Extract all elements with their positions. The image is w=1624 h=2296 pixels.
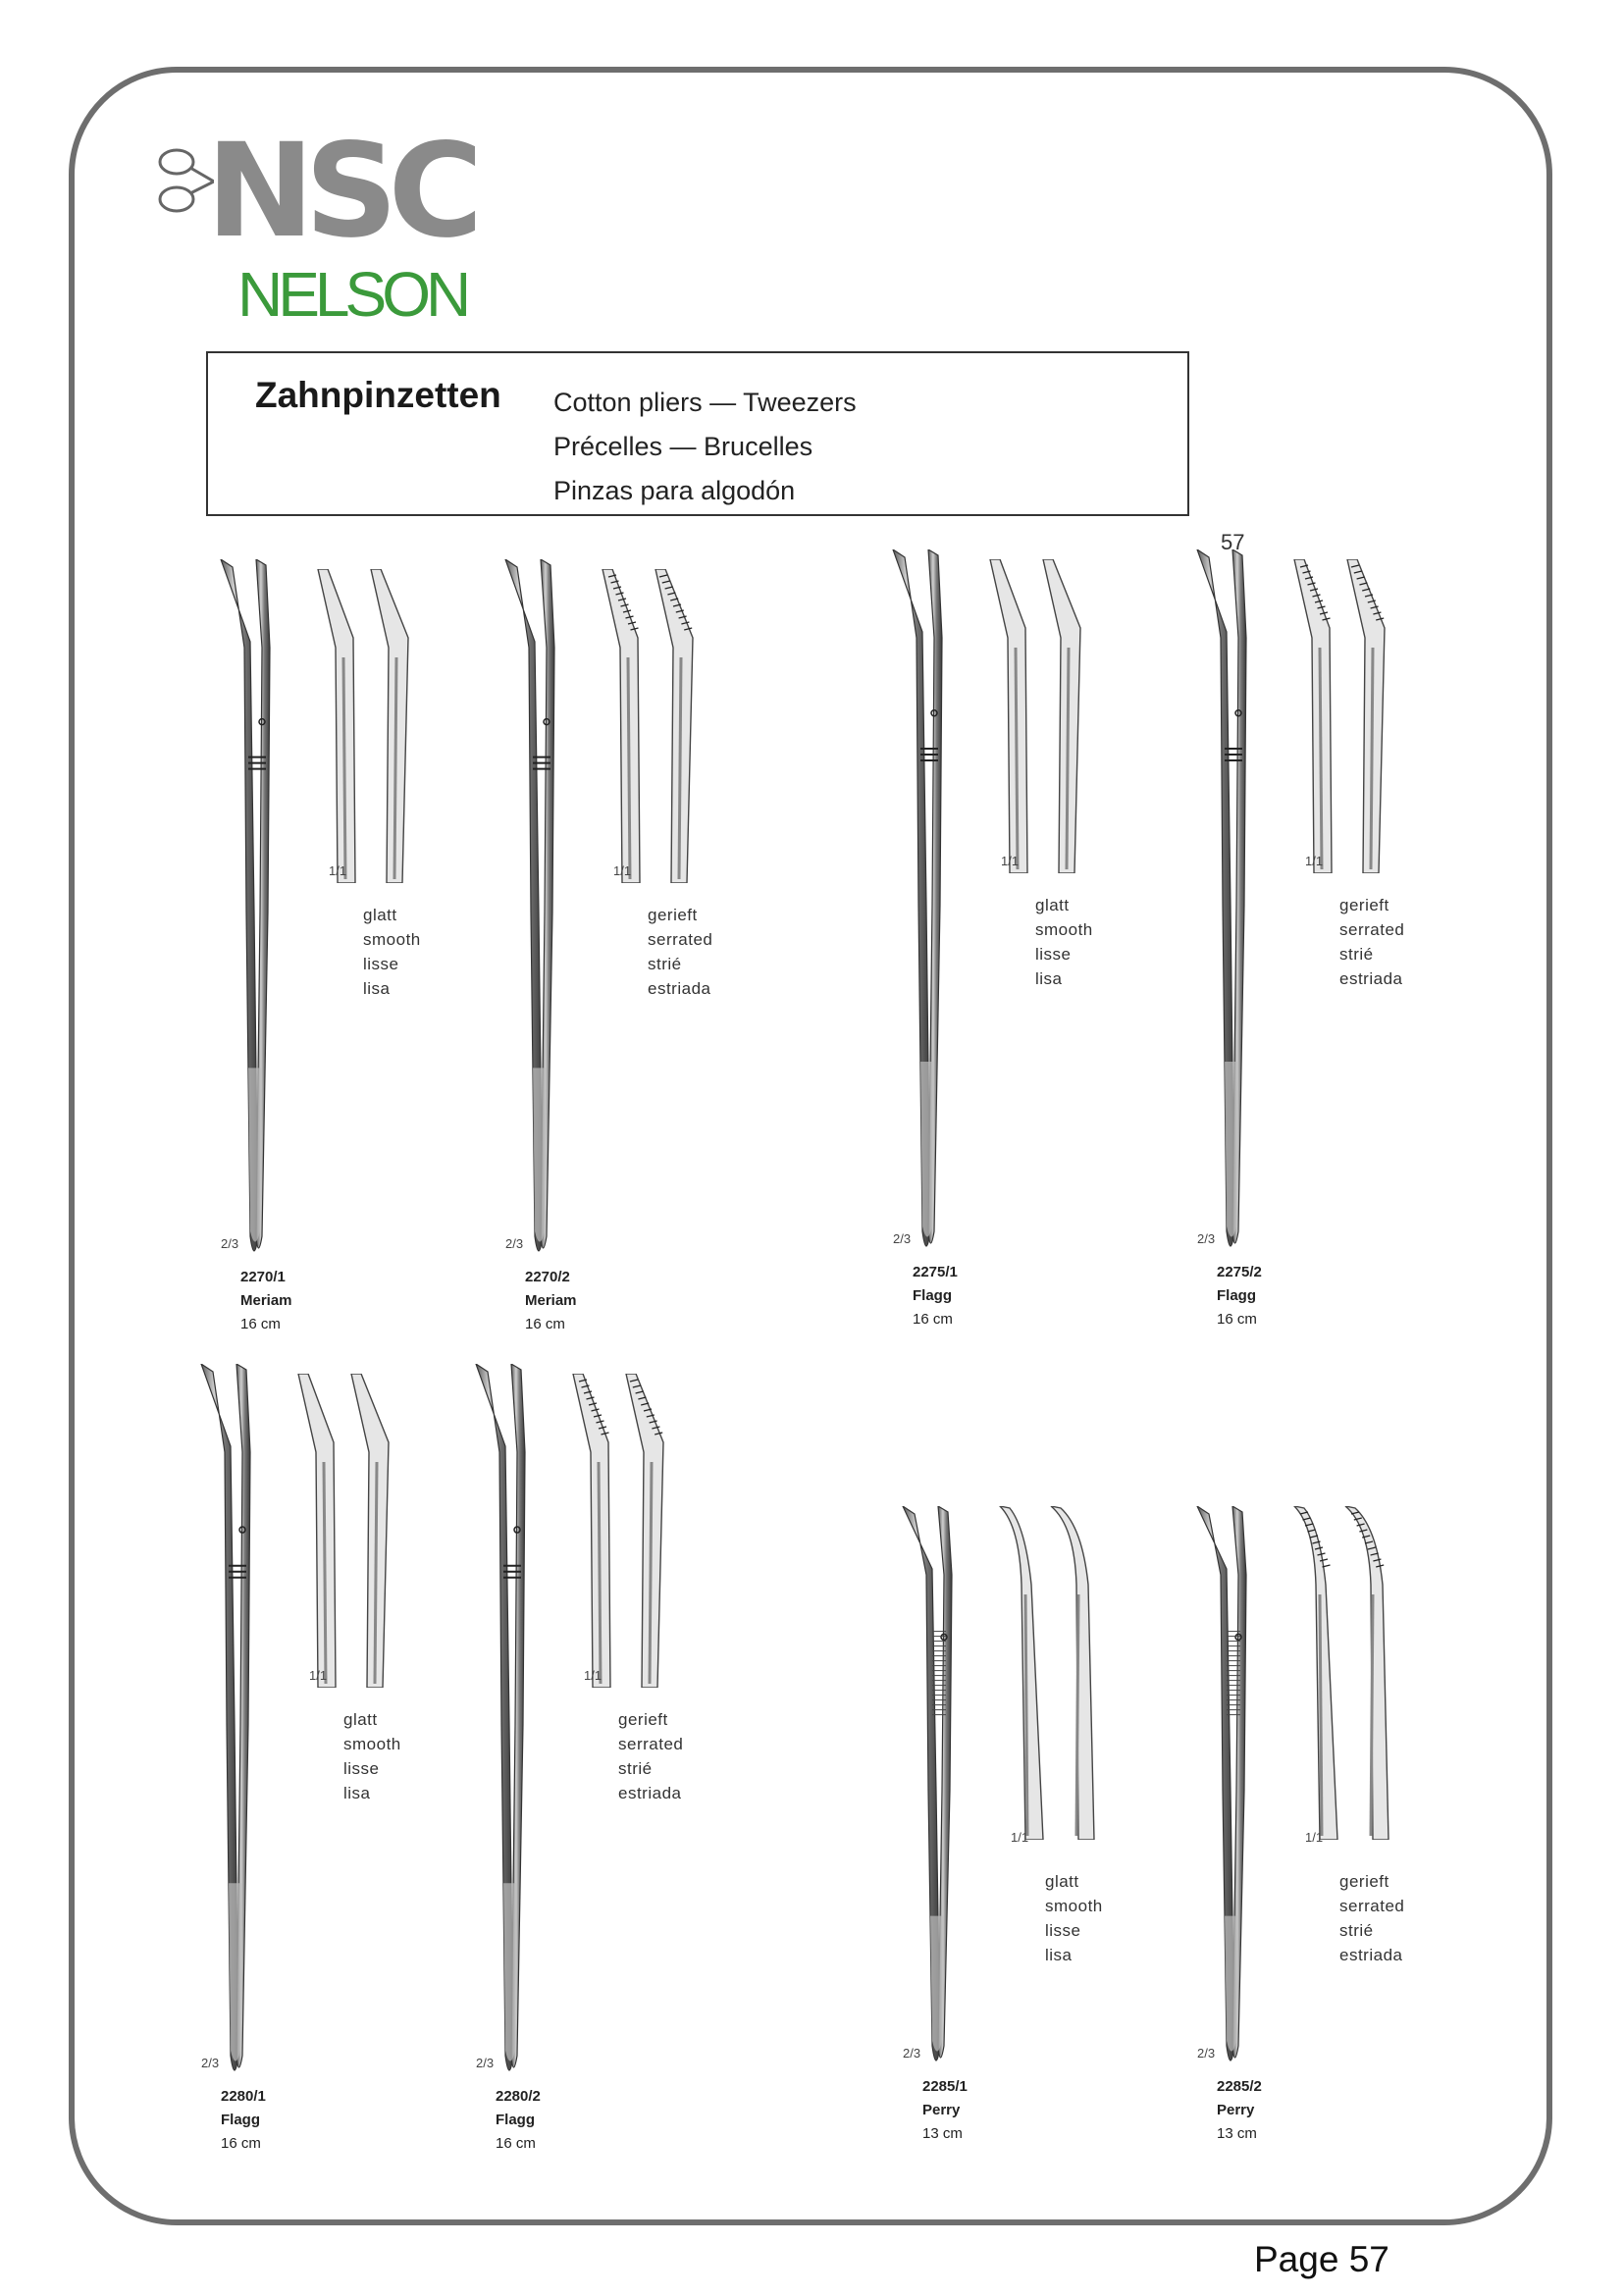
product-code-block xyxy=(913,1261,958,1331)
title-box xyxy=(206,351,1189,516)
detail-scale-label: 1/1 xyxy=(613,863,632,878)
product-code-block xyxy=(221,2085,266,2156)
product-length: 13 cm xyxy=(922,2125,963,2142)
finish-label-2: strié xyxy=(1339,1921,1374,1940)
tweezers-tip-detail-image xyxy=(569,1374,677,1688)
product-code: 2285/1 xyxy=(922,2078,968,2095)
product-code: 2280/2 xyxy=(496,2088,541,2105)
product-code-block xyxy=(496,2085,541,2156)
product-code-block xyxy=(922,2075,968,2146)
finish-label-3: estriada xyxy=(1339,969,1403,988)
product-name: Meriam xyxy=(525,1292,577,1309)
product-name: Flagg xyxy=(496,2112,535,2128)
full-scale-label: 2/3 xyxy=(903,2046,921,2061)
nelson-logo xyxy=(155,116,489,334)
tweezers-tip-detail-image xyxy=(294,1374,402,1688)
tweezers-full-image xyxy=(893,1506,981,2075)
product-name-length xyxy=(496,2109,541,2156)
product-name: Perry xyxy=(1217,2102,1255,2118)
finish-label-0: gerieft xyxy=(1339,896,1389,914)
finish-label-3: estriada xyxy=(618,1784,682,1802)
page-title: Zahnpinzetten xyxy=(255,375,501,415)
full-scale-label: 2/3 xyxy=(1197,2046,1216,2061)
detail-scale-label: 1/1 xyxy=(584,1668,602,1683)
detail-scale-label: 1/1 xyxy=(309,1668,328,1683)
finish-label-0: gerieft xyxy=(648,906,698,924)
finish-labels xyxy=(363,903,421,1001)
product-length: 13 cm xyxy=(1217,2125,1257,2142)
product-code-block xyxy=(1217,2075,1262,2146)
product-name: Flagg xyxy=(1217,1287,1256,1304)
product-length: 16 cm xyxy=(913,1311,953,1328)
finish-label-3: lisa xyxy=(1035,969,1063,988)
finish-labels xyxy=(1339,893,1404,991)
detail-scale-label: 1/1 xyxy=(1011,1830,1029,1845)
finish-label-1: serrated xyxy=(618,1735,684,1753)
full-scale-label: 2/3 xyxy=(221,1236,239,1251)
tweezers-tip-detail-image xyxy=(996,1506,1104,1840)
product-name: Flagg xyxy=(221,2112,260,2128)
tweezers-full-image xyxy=(496,559,584,1266)
finish-label-3: lisa xyxy=(343,1784,371,1802)
finish-label-1: serrated xyxy=(1339,1897,1405,1915)
tweezers-tip-detail-image xyxy=(1290,1506,1398,1840)
product-length: 16 cm xyxy=(496,2135,536,2152)
product-name: Perry xyxy=(922,2102,961,2118)
title-line-3: Pinzas para algodón xyxy=(553,476,796,505)
finish-label-1: smooth xyxy=(363,930,421,949)
tweezers-full-image xyxy=(1187,1506,1276,2075)
product-length: 16 cm xyxy=(1217,1311,1257,1328)
finish-labels xyxy=(1045,1869,1103,1967)
finish-labels xyxy=(618,1707,683,1805)
finish-labels xyxy=(1035,893,1093,991)
tweezers-full-image xyxy=(211,559,299,1266)
finish-labels xyxy=(343,1707,401,1805)
product-code: 2270/2 xyxy=(525,1269,570,1285)
tweezers-full-image xyxy=(191,1364,280,2085)
product-name-length xyxy=(240,1289,292,1336)
finish-label-3: lisa xyxy=(1045,1946,1073,1964)
product-code-block xyxy=(240,1266,292,1336)
full-scale-label: 2/3 xyxy=(1197,1231,1216,1246)
product-code-block xyxy=(1217,1261,1262,1331)
brand-name: NELSON xyxy=(237,259,467,330)
finish-label-0: gerieft xyxy=(618,1710,668,1729)
finish-label-0: glatt xyxy=(1045,1872,1079,1891)
product-name: Flagg xyxy=(913,1287,952,1304)
detail-scale-label: 1/1 xyxy=(1305,1830,1324,1845)
finish-label-3: lisa xyxy=(363,979,391,998)
finish-label-1: serrated xyxy=(648,930,713,949)
product-code-block xyxy=(525,1266,577,1336)
product-name: Meriam xyxy=(240,1292,292,1309)
finish-label-0: glatt xyxy=(343,1710,378,1729)
finish-label-2: strié xyxy=(1339,945,1374,964)
tweezers-full-image xyxy=(883,549,971,1261)
finish-label-2: lisse xyxy=(343,1759,380,1778)
full-scale-label: 2/3 xyxy=(476,2056,495,2070)
product-name-length xyxy=(913,1284,958,1331)
scissors-icon xyxy=(155,142,214,221)
full-scale-label: 2/3 xyxy=(201,2056,220,2070)
finish-label-1: smooth xyxy=(1045,1897,1103,1915)
finish-label-3: estriada xyxy=(1339,1946,1403,1964)
finish-label-3: estriada xyxy=(648,979,711,998)
tweezers-tip-detail-image xyxy=(314,569,422,883)
finish-label-2: strié xyxy=(618,1759,653,1778)
product-name-length xyxy=(922,2099,968,2146)
page-footer: Page 57 xyxy=(1254,2239,1389,2279)
title-line-2: Précelles — Brucelles xyxy=(553,432,813,461)
finish-label-1: smooth xyxy=(1035,920,1093,939)
logo-letters: NSC xyxy=(206,116,474,267)
top-page-number: 57 xyxy=(1221,530,1245,554)
finish-labels xyxy=(648,903,712,1001)
product-name-length xyxy=(525,1289,577,1336)
title-line-1: Cotton pliers — Tweezers xyxy=(553,388,857,417)
tweezers-full-image xyxy=(1187,549,1276,1261)
full-scale-label: 2/3 xyxy=(893,1231,912,1246)
finish-label-2: strié xyxy=(648,955,682,973)
tweezers-tip-detail-image xyxy=(1290,559,1398,873)
detail-scale-label: 1/1 xyxy=(1001,854,1020,868)
product-code: 2270/1 xyxy=(240,1269,286,1285)
tweezers-tip-detail-image xyxy=(599,569,707,883)
finish-label-2: lisse xyxy=(363,955,399,973)
product-name-length xyxy=(1217,1284,1262,1331)
product-length: 16 cm xyxy=(240,1316,281,1332)
title-translations xyxy=(553,381,857,513)
finish-label-0: glatt xyxy=(363,906,397,924)
product-code: 2285/2 xyxy=(1217,2078,1262,2095)
detail-scale-label: 1/1 xyxy=(1305,854,1324,868)
finish-label-0: glatt xyxy=(1035,896,1070,914)
product-length: 16 cm xyxy=(221,2135,261,2152)
finish-labels xyxy=(1339,1869,1404,1967)
finish-label-2: lisse xyxy=(1045,1921,1081,1940)
product-code: 2280/1 xyxy=(221,2088,266,2105)
detail-scale-label: 1/1 xyxy=(329,863,347,878)
full-scale-label: 2/3 xyxy=(505,1236,524,1251)
finish-label-2: lisse xyxy=(1035,945,1072,964)
product-length: 16 cm xyxy=(525,1316,565,1332)
product-code: 2275/2 xyxy=(1217,1264,1262,1280)
finish-label-1: smooth xyxy=(343,1735,401,1753)
tweezers-full-image xyxy=(466,1364,554,2085)
finish-label-0: gerieft xyxy=(1339,1872,1389,1891)
tweezers-tip-detail-image xyxy=(986,559,1094,873)
product-name-length xyxy=(1217,2099,1262,2146)
product-code: 2275/1 xyxy=(913,1264,958,1280)
product-name-length xyxy=(221,2109,266,2156)
finish-label-1: serrated xyxy=(1339,920,1405,939)
